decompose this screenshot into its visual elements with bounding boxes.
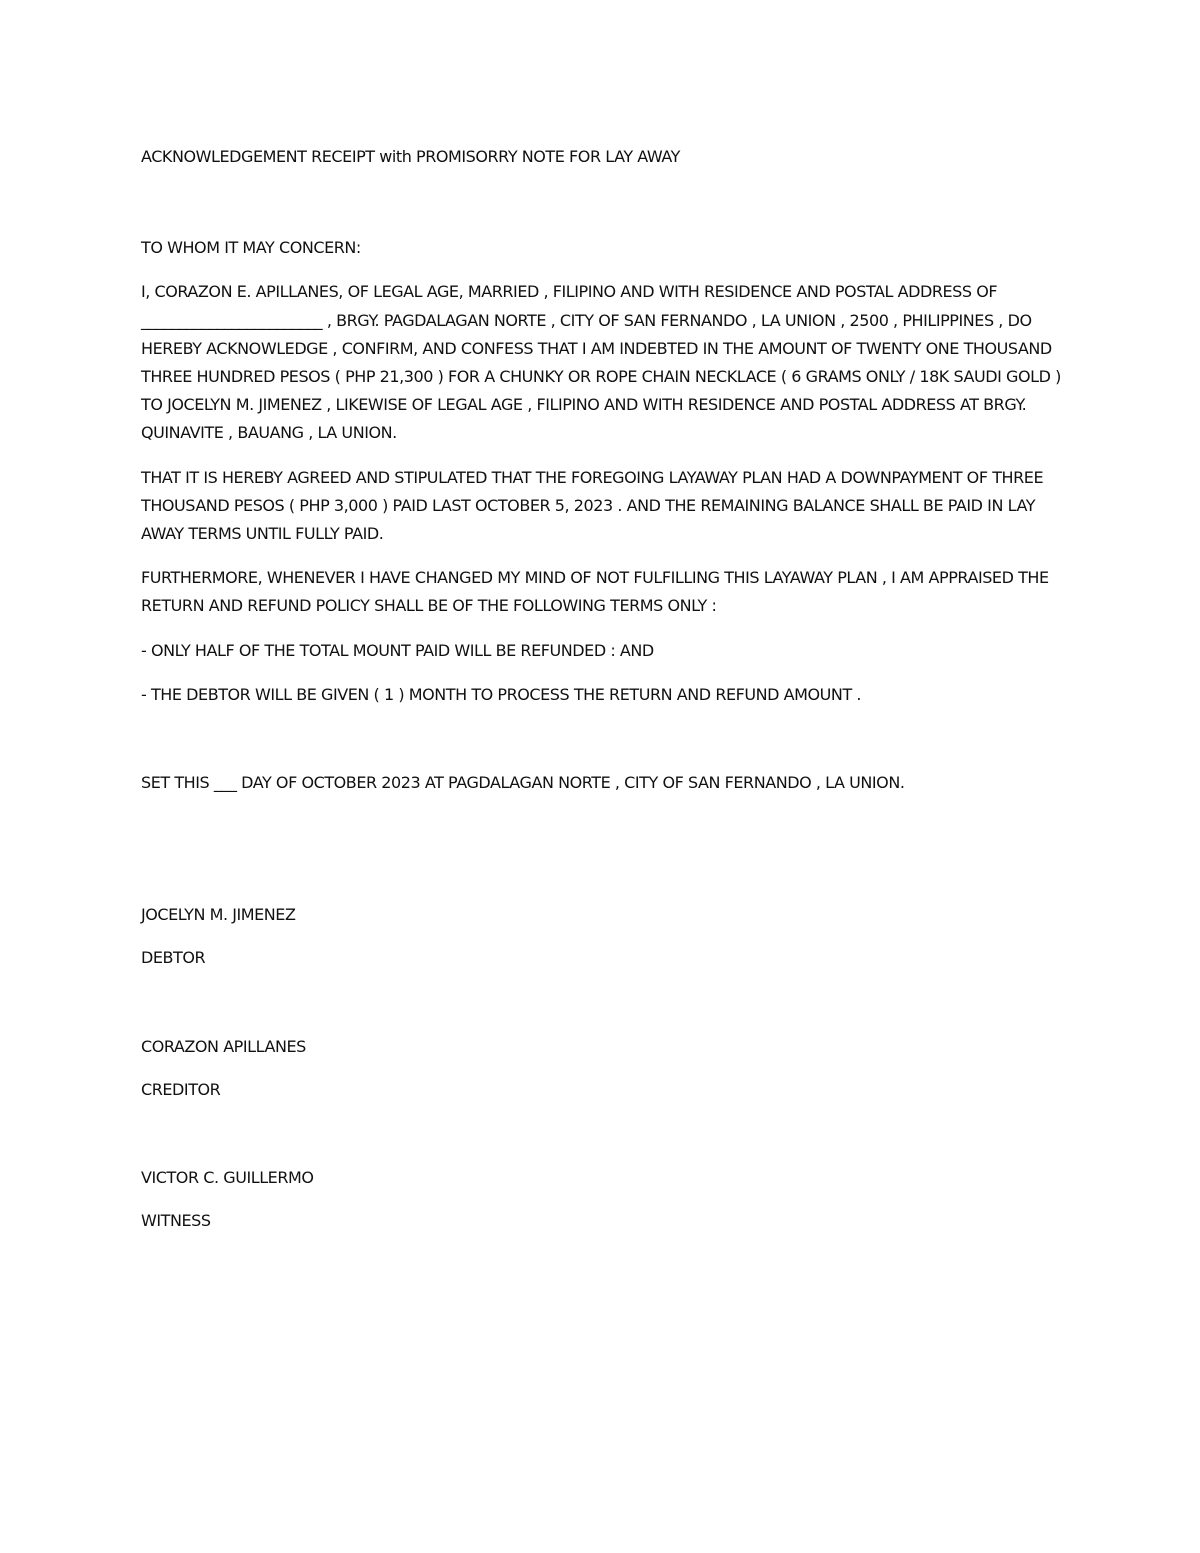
signature-block-debtor [141, 901, 1061, 972]
paragraph-agreement: THAT IT IS HEREBY AGREED AND STIPULATED THAT THE FOREGOING LAYAWAY PLAN HAD A DOWNPAYMENT OF THREE THOUSAND PESOS ( PHP 3,000 ) PAID LAST OCTOBER 5, 2023 . AND THE REMAINING BALANCE SHALL BE PAID IN LAY AWAY TERMS UNTIL FULLY PAID. [141, 467, 1044, 544]
term-item-half-refund: - ONLY HALF OF THE TOTAL MOUNT PAID WILL BE REFUNDED : AND [141, 640, 654, 660]
signatory-name: VICTOR C. GUILLERMO [141, 1168, 314, 1188]
signature-block-creditor [141, 1033, 1061, 1104]
signatory-role: CREDITOR [141, 1079, 221, 1099]
signatory-name: CORAZON APILLANES [141, 1036, 306, 1056]
signature-block-witness [141, 1164, 1061, 1235]
signatory-role: WITNESS [141, 1211, 211, 1231]
signatory-role: DEBTOR [141, 948, 206, 968]
paragraph-refund-policy: FURTHERMORE, WHENEVER I HAVE CHANGED MY MIND OF NOT FULFILLING THIS LAYAWAY PLAN , I AM APPRAISED THE RETURN AND REFUND POLICY SHALL BE OF THE FOLLOWING TERMS ONLY : [141, 568, 1049, 616]
document-title: ACKNOWLEDGEMENT RECEIPT with PROMISORRY NOTE FOR LAY AWAY [141, 147, 680, 166]
term-item-processing-month: - THE DEBTOR WILL BE GIVEN ( 1 ) MONTH TO PROCESS THE RETURN AND REFUND AMOUNT . [141, 684, 862, 704]
salutation: TO WHOM IT MAY CONCERN: [141, 238, 361, 258]
date-place-line: SET THIS ___ DAY OF OCTOBER 2023 AT PAGDALAGAN NORTE , CITY OF SAN FERNANDO , LA UNION. [141, 773, 905, 793]
paragraph-acknowledgement: I, CORAZON E. APILLANES, OF LEGAL AGE, MARRIED , FILIPINO AND WITH RESIDENCE AND POSTAL ADDRESS OF ________________________ , BRGY. PAGDALAGAN NORTE , CITY OF SAN FERNANDO , LA UNION , 2500 , PHILIPPINES , DO HEREBY ACKNOWLEDGE , CONFIRM, AND CONFESS THAT I AM INDEBTED IN THE AMOUNT OF TWENTY ONE THOUSAND THREE HUNDRED PESOS ( PHP 21,300 ) FOR A CHUNKY OR ROPE CHAIN NECKLACE ( 6 GRAMS ONLY / 18K SAUDI GOLD ) TO JOCELYN M. JIMENEZ , LIKEWISE OF LEGAL AGE , FILIPINO AND WITH RESIDENCE AND POSTAL ADDRESS AT BRGY. QUINAVITE , BAUANG , LA UNION. [141, 282, 1061, 443]
signatory-name: JOCELYN M. JIMENEZ [141, 905, 296, 925]
document-body [141, 143, 1061, 1235]
